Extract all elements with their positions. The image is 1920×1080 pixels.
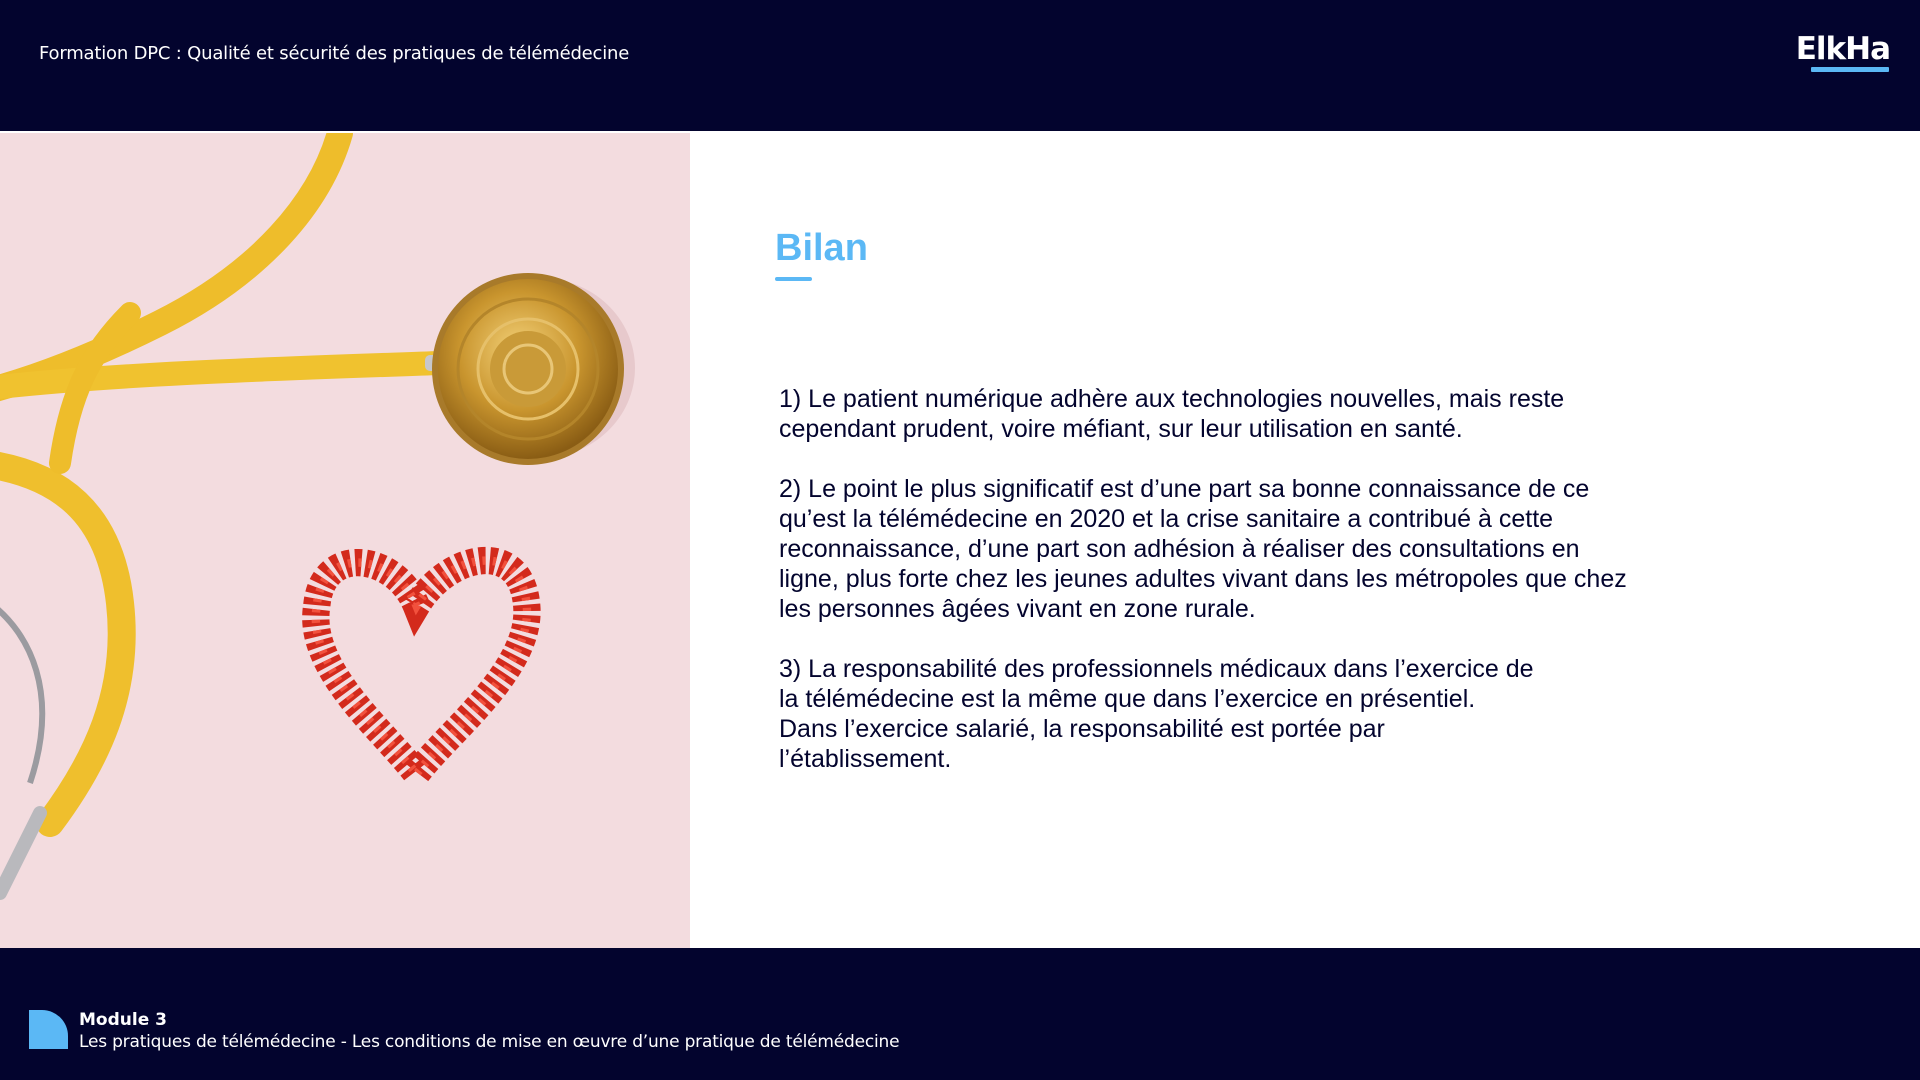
- brand-logo: ElkHa: [1795, 31, 1890, 67]
- module-label: Module 3: [79, 1010, 167, 1030]
- module-subtitle: Les pratiques de télémédecine - Les conditions de mise en œuvre d’une pratique de télémédecine: [79, 1032, 900, 1052]
- header-bar: [0, 0, 1920, 131]
- heading-underline: [775, 277, 812, 281]
- bilan-content: [779, 384, 1779, 804]
- stethoscope-heart-photo: [0, 133, 690, 948]
- logo-underline: [1811, 67, 1889, 72]
- paragraph-3: 3) La responsabilité des professionnels médicaux dans l’exercice de la télémédecine est la même que dans l’exercice en présentiel. Dans l’exercice salarié, la responsabilité est portée par l’établissement.: [779, 655, 1534, 773]
- paragraph-1: 1) Le patient numérique adhère aux technologies nouvelles, mais reste cependant prudent, voire méfiant, sur leur utilisation en santé.: [779, 385, 1565, 443]
- paragraph-2: 2) Le point le plus significatif est d’une part sa bonne connaissance de ce qu’est la télémédecine en 2020 et la crise sanitaire a contribué à cette reconnaissance, d’une part son adhésion à réaliser des consultations en ligne, plus forte chez les jeunes adultes vivant dans les métropoles que chez les personnes âgées vivant en zone rurale.: [779, 475, 1627, 623]
- section-heading: Bilan: [775, 227, 868, 269]
- footer-bar: [0, 948, 1920, 1080]
- course-title: Formation DPC : Qualité et sécurité des pratiques de télémédecine: [39, 43, 630, 64]
